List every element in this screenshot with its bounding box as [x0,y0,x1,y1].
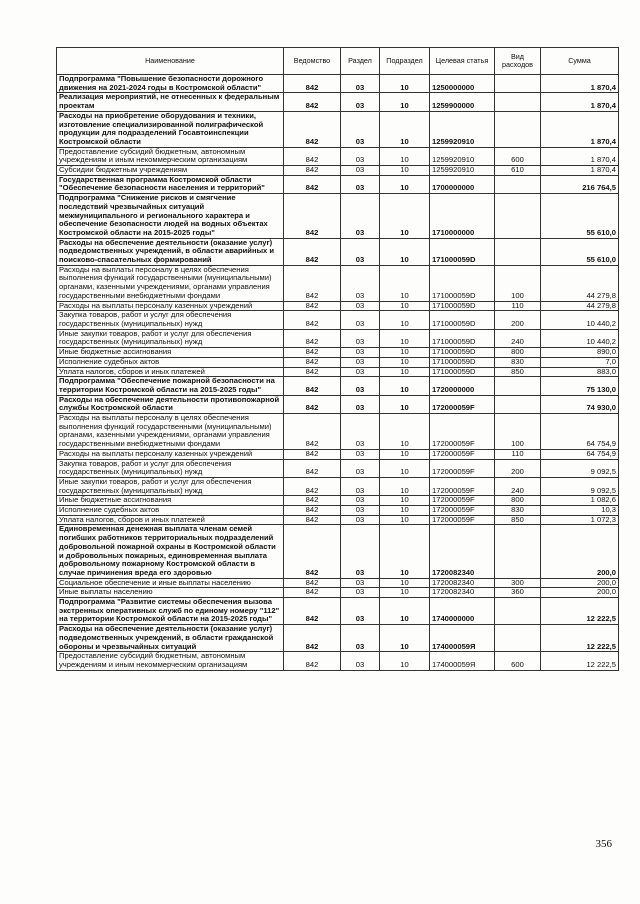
table-body [57,75,619,671]
row-expense-type-cell [495,75,541,93]
row-amount-cell: 1 870,4 [541,111,619,147]
row-amount-cell: 883,0 [541,367,619,377]
row-subsection-cell: 10 [380,93,430,111]
row-subsection-cell: 10 [380,175,430,193]
row-name-cell: Уплата налогов, сборов и иных платежей [57,515,284,525]
table-row [57,652,619,670]
row-subsection-cell: 10 [380,238,430,265]
row-department-cell: 842 [284,449,341,459]
row-name-cell: Расходы на обеспечение деятельности (оказание услуг) подведомственных учреждений, в области аварийных и поисково-спасательных формирований [57,238,284,265]
table-row [57,166,619,176]
row-subsection-cell: 10 [380,506,430,516]
table-row [57,506,619,516]
row-section-cell: 03 [341,329,380,347]
table-row [57,311,619,329]
row-section-cell: 03 [341,301,380,311]
row-section-cell: 03 [341,75,380,93]
row-amount-cell: 75 130,0 [541,377,619,395]
row-target-article-cell: 1259920910 [430,166,495,176]
row-name-cell: Иные выплаты населению [57,588,284,598]
row-department-cell: 842 [284,265,341,301]
row-department-cell: 842 [284,111,341,147]
row-section-cell: 03 [341,414,380,450]
row-section-cell: 03 [341,395,380,413]
table-row [57,367,619,377]
row-amount-cell: 200,0 [541,588,619,598]
row-subsection-cell: 10 [380,652,430,670]
row-amount-cell: 64 754,9 [541,449,619,459]
row-target-article-cell: 171000059D [430,311,495,329]
row-department-cell: 842 [284,194,341,239]
row-name-cell: Единовременная денежная выплата членам семей погибших работников территориальных подразделений добровольной пожарной охраны в Костромской области и добровольных пожарных, единовременная выплата добровольному пожарному Костромской области в случае причинения вреда его здоровью [57,525,284,578]
row-amount-cell: 44 279,8 [541,301,619,311]
row-expense-type-cell [495,194,541,239]
row-target-article-cell: 1720082340 [430,578,495,588]
row-section-cell: 03 [341,111,380,147]
row-subsection-cell: 10 [380,111,430,147]
row-section-cell: 03 [341,588,380,598]
table-row [57,238,619,265]
row-expense-type-cell: 600 [495,652,541,670]
row-expense-type-cell [495,525,541,578]
row-name-cell: Исполнение судебных актов [57,506,284,516]
row-expense-type-cell: 240 [495,477,541,495]
row-name-cell: Расходы на выплаты персоналу казенных учреждений [57,449,284,459]
row-section-cell: 03 [341,166,380,176]
row-section-cell: 03 [341,147,380,165]
row-target-article-cell: 1700000000 [430,175,495,193]
row-target-article-cell: 1259920910 [430,111,495,147]
row-amount-cell: 44 279,8 [541,265,619,301]
row-name-cell: Иные бюджетные ассигнования [57,496,284,506]
row-section-cell: 03 [341,194,380,239]
row-department-cell: 842 [284,525,341,578]
table-row [57,477,619,495]
row-target-article-cell: 1740000000 [430,598,495,625]
row-department-cell: 842 [284,625,341,652]
row-department-cell: 842 [284,377,341,395]
header-name: Наименование [57,48,284,75]
table-row [57,301,619,311]
row-expense-type-cell [495,625,541,652]
row-section-cell: 03 [341,357,380,367]
row-name-cell: Расходы на обеспечение деятельности противопожарной службы Костромской области [57,395,284,413]
table-header-row [57,48,619,75]
table-row [57,175,619,193]
row-expense-type-cell: 300 [495,578,541,588]
row-amount-cell: 10,3 [541,506,619,516]
row-amount-cell: 200,0 [541,578,619,588]
header-section: Раздел [341,48,380,75]
row-amount-cell: 74 930,0 [541,395,619,413]
row-expense-type-cell: 200 [495,311,541,329]
row-name-cell: Подпрограмма "Повышение безопасности дорожного движения на 2021-2024 годы в Костромской области" [57,75,284,93]
row-subsection-cell: 10 [380,598,430,625]
row-target-article-cell: 172000059F [430,496,495,506]
row-section-cell: 03 [341,459,380,477]
row-section-cell: 03 [341,175,380,193]
row-section-cell: 03 [341,449,380,459]
row-subsection-cell: 10 [380,515,430,525]
row-target-article-cell: 171000059D [430,301,495,311]
table-row [57,377,619,395]
row-target-article-cell: 172000059F [430,515,495,525]
row-section-cell: 03 [341,578,380,588]
row-subsection-cell: 10 [380,395,430,413]
row-amount-cell: 7,0 [541,357,619,367]
row-department-cell: 842 [284,588,341,598]
row-subsection-cell: 10 [380,75,430,93]
row-target-article-cell: 1250000000 [430,75,495,93]
row-target-article-cell: 171000059D [430,265,495,301]
row-department-cell: 842 [284,414,341,450]
row-expense-type-cell: 610 [495,166,541,176]
row-subsection-cell: 10 [380,578,430,588]
row-name-cell: Реализация мероприятий, не отнесенных к федеральным проектам [57,93,284,111]
table-row [57,111,619,147]
row-amount-cell: 890,0 [541,348,619,358]
row-expense-type-cell: 800 [495,496,541,506]
document-page [56,47,618,671]
row-expense-type-cell: 830 [495,357,541,367]
row-amount-cell: 55 610,0 [541,238,619,265]
row-name-cell: Расходы на обеспечение деятельности (оказание услуг) подведомственных учреждений, в области гражданской обороны и чрезвычайных ситуаций [57,625,284,652]
row-name-cell: Подпрограмма "Развитие системы обеспечения вызова экстренных оперативных служб по единому номеру "112" на территории Костромской области на 2015-2025 годы" [57,598,284,625]
row-amount-cell: 216 764,5 [541,175,619,193]
row-section-cell: 03 [341,265,380,301]
row-amount-cell: 12 222,5 [541,652,619,670]
table-row [57,449,619,459]
row-section-cell: 03 [341,348,380,358]
row-amount-cell: 55 610,0 [541,194,619,239]
row-name-cell: Расходы на выплаты персоналу в целях обеспечения выполнения функций государственными (муниципальными) органами, казенными учреждениями, органами управления государственными внебюджетными фондами [57,265,284,301]
row-target-article-cell: 171000059D [430,357,495,367]
row-name-cell: Закупка товаров, работ и услуг для обеспечения государственных (муниципальных) нужд [57,459,284,477]
row-name-cell: Предоставление субсидий бюджетным, автономным учреждениям и иным некоммерческим организациям [57,147,284,165]
row-department-cell: 842 [284,598,341,625]
row-section-cell: 03 [341,625,380,652]
row-section-cell: 03 [341,377,380,395]
table-row [57,525,619,578]
row-amount-cell: 1 072,3 [541,515,619,525]
row-name-cell: Подпрограмма "Обеспечение пожарной безопасности на территории Костромской области на 2015-2025 годы" [57,377,284,395]
row-expense-type-cell: 100 [495,265,541,301]
row-subsection-cell: 10 [380,311,430,329]
row-department-cell: 842 [284,93,341,111]
row-expense-type-cell: 800 [495,348,541,358]
header-expense-type: Вид расходов [495,48,541,75]
row-department-cell: 842 [284,75,341,93]
table-row [57,578,619,588]
row-expense-type-cell: 240 [495,329,541,347]
header-amount: Сумма [541,48,619,75]
table-row [57,459,619,477]
row-department-cell: 842 [284,477,341,495]
row-expense-type-cell [495,175,541,193]
row-section-cell: 03 [341,367,380,377]
row-subsection-cell: 10 [380,329,430,347]
table-row [57,357,619,367]
row-target-article-cell: 171000059D [430,367,495,377]
row-department-cell: 842 [284,578,341,588]
row-target-article-cell: 172000059F [430,449,495,459]
row-department-cell: 842 [284,238,341,265]
row-expense-type-cell: 110 [495,301,541,311]
row-department-cell: 842 [284,175,341,193]
row-target-article-cell: 172000059F [430,395,495,413]
row-subsection-cell: 10 [380,496,430,506]
row-name-cell: Социальное обеспечение и иные выплаты населению [57,578,284,588]
row-subsection-cell: 10 [380,301,430,311]
row-name-cell: Иные закупки товаров, работ и услуг для обеспечения государственных (муниципальных) нужд [57,477,284,495]
row-amount-cell: 10 440,2 [541,311,619,329]
row-amount-cell: 1 870,4 [541,166,619,176]
row-target-article-cell: 172000059F [430,414,495,450]
row-subsection-cell: 10 [380,265,430,301]
row-name-cell: Исполнение судебных актов [57,357,284,367]
table-row [57,515,619,525]
table-row [57,348,619,358]
row-target-article-cell: 1720000000 [430,377,495,395]
row-expense-type-cell: 100 [495,414,541,450]
row-expense-type-cell [495,93,541,111]
row-subsection-cell: 10 [380,459,430,477]
row-department-cell: 842 [284,348,341,358]
table-row [57,265,619,301]
row-amount-cell: 10 440,2 [541,329,619,347]
row-subsection-cell: 10 [380,357,430,367]
row-target-article-cell: 174000059Я [430,625,495,652]
row-expense-type-cell [495,395,541,413]
row-target-article-cell: 172000059F [430,506,495,516]
row-target-article-cell: 172000059F [430,459,495,477]
row-amount-cell: 200,0 [541,525,619,578]
row-amount-cell: 9 092,5 [541,459,619,477]
row-target-article-cell: 174000059Я [430,652,495,670]
row-subsection-cell: 10 [380,147,430,165]
row-department-cell: 842 [284,147,341,165]
row-department-cell: 842 [284,367,341,377]
row-name-cell: Предоставление субсидий бюджетным, автономным учреждениям и иным некоммерческим организациям [57,652,284,670]
row-department-cell: 842 [284,395,341,413]
table-row [57,75,619,93]
row-target-article-cell: 1259900000 [430,93,495,111]
row-section-cell: 03 [341,311,380,329]
row-department-cell: 842 [284,515,341,525]
row-department-cell: 842 [284,301,341,311]
header-target-article: Целевая статья [430,48,495,75]
row-name-cell: Подпрограмма "Снижение рисков и смягчение последствий чрезвычайных ситуаций межмуниципального и регионального характера и обеспечение безопасности людей на водных объектах Костромской области на 2015-2025 годы" [57,194,284,239]
row-subsection-cell: 10 [380,588,430,598]
table-row [57,194,619,239]
row-subsection-cell: 10 [380,449,430,459]
row-section-cell: 03 [341,477,380,495]
row-target-article-cell: 1720082340 [430,525,495,578]
row-expense-type-cell [495,111,541,147]
row-amount-cell: 1 870,4 [541,93,619,111]
row-expense-type-cell: 110 [495,449,541,459]
row-subsection-cell: 10 [380,625,430,652]
budget-table [56,47,619,671]
row-expense-type-cell: 360 [495,588,541,598]
row-amount-cell: 12 222,5 [541,625,619,652]
row-name-cell: Расходы на приобретение оборудования и техники, изготовление специализированной полиграфической продукции для подразделений Госавтоинспекции Костромской области [57,111,284,147]
row-department-cell: 842 [284,506,341,516]
row-target-article-cell: 1259920910 [430,147,495,165]
table-row [57,329,619,347]
row-section-cell: 03 [341,515,380,525]
row-section-cell: 03 [341,93,380,111]
row-name-cell: Уплата налогов, сборов и иных платежей [57,367,284,377]
row-subsection-cell: 10 [380,414,430,450]
row-expense-type-cell [495,377,541,395]
row-amount-cell: 64 754,9 [541,414,619,450]
header-subsection: Подраздел [380,48,430,75]
row-expense-type-cell: 600 [495,147,541,165]
row-subsection-cell: 10 [380,348,430,358]
page-number: 356 [595,838,612,850]
row-expense-type-cell [495,598,541,625]
table-row [57,93,619,111]
row-expense-type-cell: 200 [495,459,541,477]
row-department-cell: 842 [284,311,341,329]
row-subsection-cell: 10 [380,525,430,578]
header-department: Ведомство [284,48,341,75]
row-subsection-cell: 10 [380,194,430,239]
row-section-cell: 03 [341,525,380,578]
table-row [57,496,619,506]
row-section-cell: 03 [341,238,380,265]
row-expense-type-cell: 850 [495,367,541,377]
row-section-cell: 03 [341,652,380,670]
row-name-cell: Расходы на выплаты персоналу в целях обеспечения выполнения функций государственными (муниципальными) органами, казенными учреждениями, органами управления государственными внебюджетными фондами [57,414,284,450]
row-subsection-cell: 10 [380,477,430,495]
row-target-article-cell: 1710000000 [430,194,495,239]
row-name-cell: Расходы на выплаты персоналу казенных учреждений [57,301,284,311]
row-department-cell: 842 [284,166,341,176]
row-amount-cell: 1 870,4 [541,75,619,93]
row-amount-cell: 1 870,4 [541,147,619,165]
row-name-cell: Закупка товаров, работ и услуг для обеспечения государственных (муниципальных) нужд [57,311,284,329]
row-amount-cell: 9 092,5 [541,477,619,495]
row-subsection-cell: 10 [380,377,430,395]
table-row [57,588,619,598]
row-department-cell: 842 [284,357,341,367]
row-name-cell: Иные бюджетные ассигнования [57,348,284,358]
row-expense-type-cell: 830 [495,506,541,516]
table-row [57,414,619,450]
row-name-cell: Иные закупки товаров, работ и услуг для обеспечения государственных (муниципальных) нужд [57,329,284,347]
row-target-article-cell: 171000059D [430,238,495,265]
row-subsection-cell: 10 [380,367,430,377]
row-department-cell: 842 [284,459,341,477]
row-section-cell: 03 [341,598,380,625]
row-target-article-cell: 172000059F [430,477,495,495]
row-expense-type-cell: 850 [495,515,541,525]
row-section-cell: 03 [341,506,380,516]
row-amount-cell: 12 222,5 [541,598,619,625]
row-name-cell: Субсидии бюджетным учреждениям [57,166,284,176]
row-target-article-cell: 171000059D [430,348,495,358]
row-name-cell: Государственная программа Костромской области "Обеспечение безопасности населения и территорий" [57,175,284,193]
row-department-cell: 842 [284,329,341,347]
row-department-cell: 842 [284,652,341,670]
row-target-article-cell: 1720082340 [430,588,495,598]
row-expense-type-cell [495,238,541,265]
table-row [57,625,619,652]
table-row [57,395,619,413]
row-target-article-cell: 171000059D [430,329,495,347]
row-subsection-cell: 10 [380,166,430,176]
row-amount-cell: 1 082,6 [541,496,619,506]
table-row [57,147,619,165]
table-row [57,598,619,625]
row-section-cell: 03 [341,496,380,506]
row-department-cell: 842 [284,496,341,506]
